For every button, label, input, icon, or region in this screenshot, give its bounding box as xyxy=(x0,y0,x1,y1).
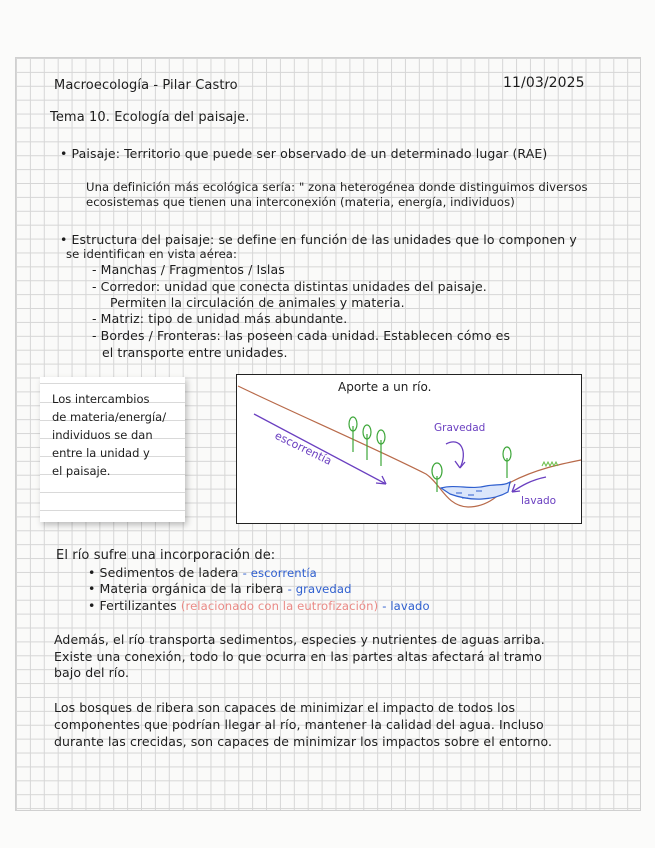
sticky-line: de materia/energía/ xyxy=(52,410,167,424)
topic-title: Tema 10. Ecología del paisaje. xyxy=(50,110,250,125)
date: 11/03/2025 xyxy=(503,75,585,91)
estructura-heading: • Estructura del paisaje: se define en función de las unidades que lo componen y xyxy=(60,232,577,247)
paragraph-line: Existe una conexión, todo lo que ocurra en las partes altas afectará al tramo xyxy=(54,649,542,664)
ecological-definition-line2: ecosistemas que tienen una interconexión (materia, energía, individuos) xyxy=(86,195,515,209)
item-note: - lavado xyxy=(382,599,430,613)
item-label: • Sedimentos de ladera xyxy=(88,565,239,580)
list-item: - Manchas / Fragmentos / Islas xyxy=(92,262,285,277)
rio-item-materia xyxy=(88,581,352,597)
paragraph-line: componentes que podrían llegar al río, mantener la calidad del agua. Incluso xyxy=(54,717,544,732)
paragraph-line: durante las crecidas, son capaces de minimizar los impactos sobre el entorno. xyxy=(54,734,553,749)
paragraph-line: bajo del río. xyxy=(54,665,130,680)
item-label: • Fertilizantes xyxy=(88,598,177,613)
item-note: - escorrentía xyxy=(242,566,317,580)
item-label: • Materia orgánica de la ribera xyxy=(88,581,284,596)
escorrentia-label: escorrentía xyxy=(272,429,334,468)
list-item: el transporte entre unidades. xyxy=(102,345,288,360)
item-note: - gravedad xyxy=(287,582,352,596)
item-paren: (relacionado con la eutrofización) xyxy=(180,599,379,613)
ecological-definition-line1: Una definición más ecológica sería: " zona heterogénea donde distinguimos diversos xyxy=(86,180,588,194)
gravedad-label: Gravedad xyxy=(434,422,486,434)
river-diagram xyxy=(236,374,582,524)
paragraph-line: Los bosques de ribera son capaces de minimizar el impacto de todos los xyxy=(54,700,516,715)
paisaje-definition: • Paisaje: Territorio que puede ser observado de un determinado lugar (RAE) xyxy=(60,146,548,161)
sticky-line: individuos se dan xyxy=(52,428,153,442)
list-item: - Bordes / Fronteras: las poseen cada unidad. Establecen cómo es xyxy=(92,328,511,343)
course-title: Macroecología - Pilar Castro xyxy=(54,78,238,93)
estructura-subline: se identifican en vista aérea: xyxy=(66,247,238,261)
list-item: - Corredor: unidad que conecta distintas unidades del paisaje. xyxy=(92,279,487,294)
rio-item-sedimentos xyxy=(88,565,317,581)
lavado-label: lavado xyxy=(521,495,557,507)
sticky-line: Los intercambios xyxy=(52,392,150,406)
rio-intro: El río sufre una incorporación de: xyxy=(56,548,276,563)
sticky-note xyxy=(40,377,185,522)
sticky-line: entre la unidad y xyxy=(52,446,150,460)
list-item: Permiten la circulación de animales y materia. xyxy=(110,295,405,310)
paragraph-line: Además, el río transporta sedimentos, especies y nutrientes de aguas arriba. xyxy=(54,632,545,647)
list-item: - Matriz: tipo de unidad más abundante. xyxy=(92,311,348,326)
diagram-title: Aporte a un río. xyxy=(338,380,432,394)
rio-item-fertilizantes xyxy=(88,598,430,614)
sticky-line: el paisaje. xyxy=(52,464,111,478)
